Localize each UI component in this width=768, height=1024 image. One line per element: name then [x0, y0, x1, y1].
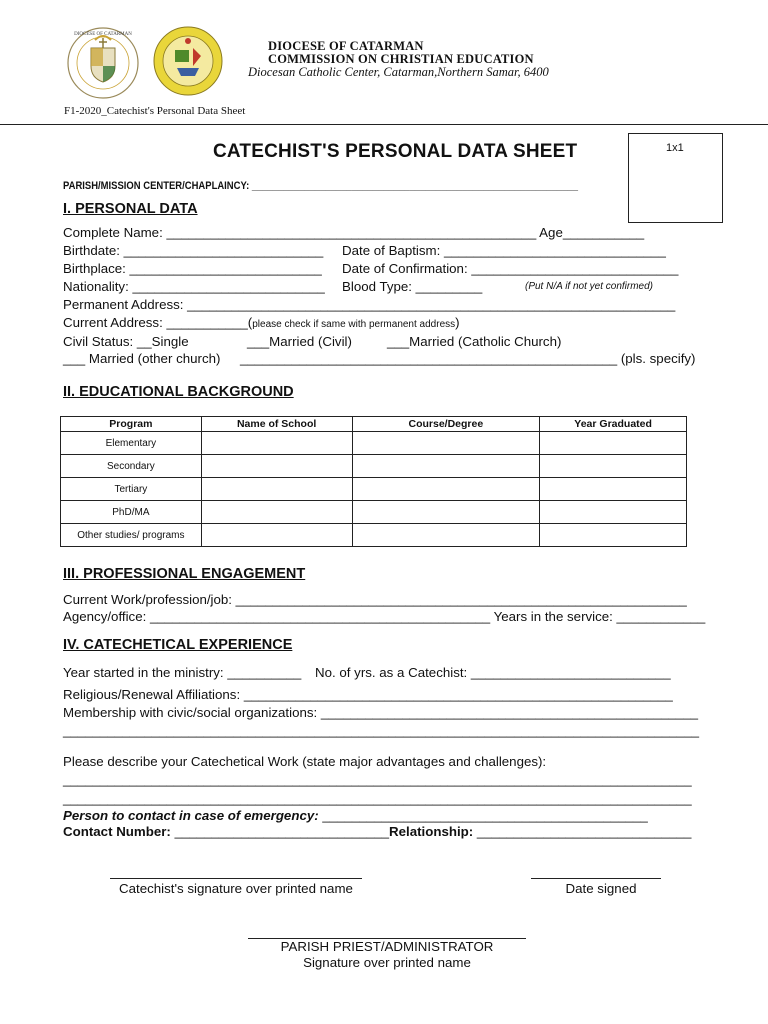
- column-header: Name of School: [201, 417, 352, 432]
- civil-status-married-civil-option[interactable]: ___Married (Civil): [247, 334, 352, 349]
- relationship-field[interactable]: [389, 824, 691, 839]
- contact-number-field[interactable]: [63, 824, 389, 839]
- course-cell[interactable]: [352, 501, 540, 524]
- current-address-field[interactable]: [63, 315, 460, 330]
- page-title: CATECHIST'S PERSONAL DATA SHEET: [213, 141, 578, 162]
- section-educational-background-heading: II. EDUCATIONAL BACKGROUND: [63, 384, 294, 400]
- section-personal-data-heading: I. PERSONAL DATA: [63, 201, 198, 217]
- parish-field[interactable]: PARISH/MISSION CENTER/CHAPLAINCY: ______________________________________________________________: [63, 180, 579, 192]
- contact-number-label: Contact Number:: [63, 824, 171, 839]
- civic-membership-continued-line[interactable]: ______________________________________________________________________________________: [63, 723, 699, 738]
- priest-title: PARISH PRIEST/ADMINISTRATOR: [280, 939, 494, 954]
- section-catechetical-experience-heading: IV. CATECHETICAL EXPERIENCE: [63, 637, 293, 653]
- course-cell[interactable]: [352, 432, 540, 455]
- catechetical-work-line[interactable]: _____________________________________________________________________________________: [63, 791, 692, 806]
- course-cell[interactable]: [352, 478, 540, 501]
- section-professional-engagement-heading: III. PROFESSIONAL ENGAGEMENT: [63, 566, 306, 582]
- catechist-signature-line[interactable]: [110, 878, 362, 879]
- program-cell: Secondary: [61, 455, 202, 478]
- column-header: Year Graduated: [540, 417, 687, 432]
- school-cell[interactable]: [201, 524, 352, 547]
- column-header: Course/Degree: [352, 417, 540, 432]
- program-cell: PhD/MA: [61, 501, 202, 524]
- form-code: F1-2020_Catechist's Personal Data Sheet: [64, 105, 246, 117]
- relationship-label: Relationship:: [389, 824, 474, 839]
- education-table-header: [61, 417, 687, 432]
- catechist-signature-label: Catechist's signature over printed name: [119, 881, 353, 896]
- school-cell[interactable]: [201, 501, 352, 524]
- current-address-note: please check if same with permanent address: [252, 319, 456, 330]
- catechetical-work-line[interactable]: _____________________________________________________________________________________: [63, 772, 692, 787]
- photo-box-label: 1x1: [666, 142, 684, 154]
- date-signed-line[interactable]: [531, 878, 661, 879]
- commission-seal-logo: [153, 26, 223, 96]
- header-divider: [0, 124, 768, 125]
- blood-type-field[interactable]: Blood Type: _________: [342, 279, 483, 294]
- table-row: [61, 524, 687, 547]
- school-cell[interactable]: [201, 478, 352, 501]
- current-address-close: ): [455, 315, 460, 330]
- civil-status-married-catholic-option[interactable]: ___Married (Catholic Church): [387, 334, 562, 349]
- course-cell[interactable]: [352, 524, 540, 547]
- year-cell[interactable]: [540, 432, 687, 455]
- years-as-catechist-field[interactable]: No. of yrs. as a Catechist: ___________________________: [315, 665, 671, 680]
- org-address: Diocesan Catholic Center, Catarman,Northern Samar, 6400: [248, 65, 549, 79]
- birthdate-field[interactable]: Birthdate: ___________________________: [63, 243, 324, 258]
- current-work-field[interactable]: Current Work/profession/job: _____________________________________________________________: [63, 592, 687, 607]
- school-cell[interactable]: [201, 432, 352, 455]
- contact-number-line: _____________________________: [174, 824, 390, 839]
- education-table: [60, 416, 687, 547]
- date-of-baptism-field[interactable]: Date of Baptism: ______________________________: [342, 243, 666, 258]
- table-row: [61, 478, 687, 501]
- diocese-seal-logo: [66, 26, 140, 100]
- blood-type-note: (Put N/A if not yet confirmed): [525, 281, 654, 292]
- table-row: [61, 432, 687, 455]
- priest-signature-label: Signature over printed name: [303, 955, 471, 970]
- civil-status-single-option[interactable]: Civil Status: __Single: [63, 334, 189, 349]
- current-address-label: Current Address: ___________(: [63, 315, 253, 330]
- table-row: [61, 455, 687, 478]
- nationality-field[interactable]: Nationality: __________________________: [63, 279, 325, 294]
- column-header: Program: [61, 417, 202, 432]
- emergency-contact-label: Person to contact in case of emergency:: [63, 808, 319, 823]
- religious-affiliations-field[interactable]: Religious/Renewal Affiliations: __________________________________________________________: [63, 687, 673, 702]
- agency-office-field[interactable]: Agency/office: ______________________________________________ Years in the service: ____________: [63, 609, 706, 624]
- date-signed-label: Date signed: [565, 881, 637, 896]
- date-of-confirmation-field[interactable]: Date of Confirmation: ____________________________: [342, 261, 679, 276]
- birthplace-field[interactable]: Birthplace: __________________________: [63, 261, 322, 276]
- emergency-contact-line: ____________________________________________: [322, 808, 648, 823]
- civil-status-married-other-option[interactable]: ___ Married (other church): [63, 351, 221, 366]
- year-cell[interactable]: [540, 501, 687, 524]
- org-name: DIOCESE OF CATARMAN: [268, 39, 424, 53]
- course-cell[interactable]: [352, 455, 540, 478]
- program-cell: Elementary: [61, 432, 202, 455]
- photo-box[interactable]: [628, 133, 723, 223]
- emergency-contact-field[interactable]: [63, 808, 648, 823]
- catechetical-work-prompt: Please describe your Catechetical Work (state major advantages and challenges):: [63, 754, 547, 769]
- program-cell: Tertiary: [61, 478, 202, 501]
- year-cell[interactable]: [540, 455, 687, 478]
- relationship-line: _____________________________: [476, 824, 692, 839]
- commission-name: COMMISSION ON CHRISTIAN EDUCATION: [268, 52, 534, 66]
- complete-name-field[interactable]: Complete Name: __________________________________________________ Age___________: [63, 225, 645, 240]
- civic-membership-field[interactable]: Membership with civic/social organizations: ___________________________________________________: [63, 705, 699, 720]
- table-row: [61, 501, 687, 524]
- program-cell: Other studies/ programs: [61, 524, 202, 547]
- married-other-specify-field[interactable]: ___________________________________________________ (pls. specify): [240, 351, 696, 366]
- year-cell[interactable]: [540, 524, 687, 547]
- permanent-address-field[interactable]: Permanent Address: __________________________________________________________________: [63, 297, 676, 312]
- year-started-field[interactable]: Year started in the ministry: __________: [63, 665, 302, 680]
- year-cell[interactable]: [540, 478, 687, 501]
- school-cell[interactable]: [201, 455, 352, 478]
- seal-left-text: DIOCESE OF CATARMAN: [74, 32, 132, 37]
